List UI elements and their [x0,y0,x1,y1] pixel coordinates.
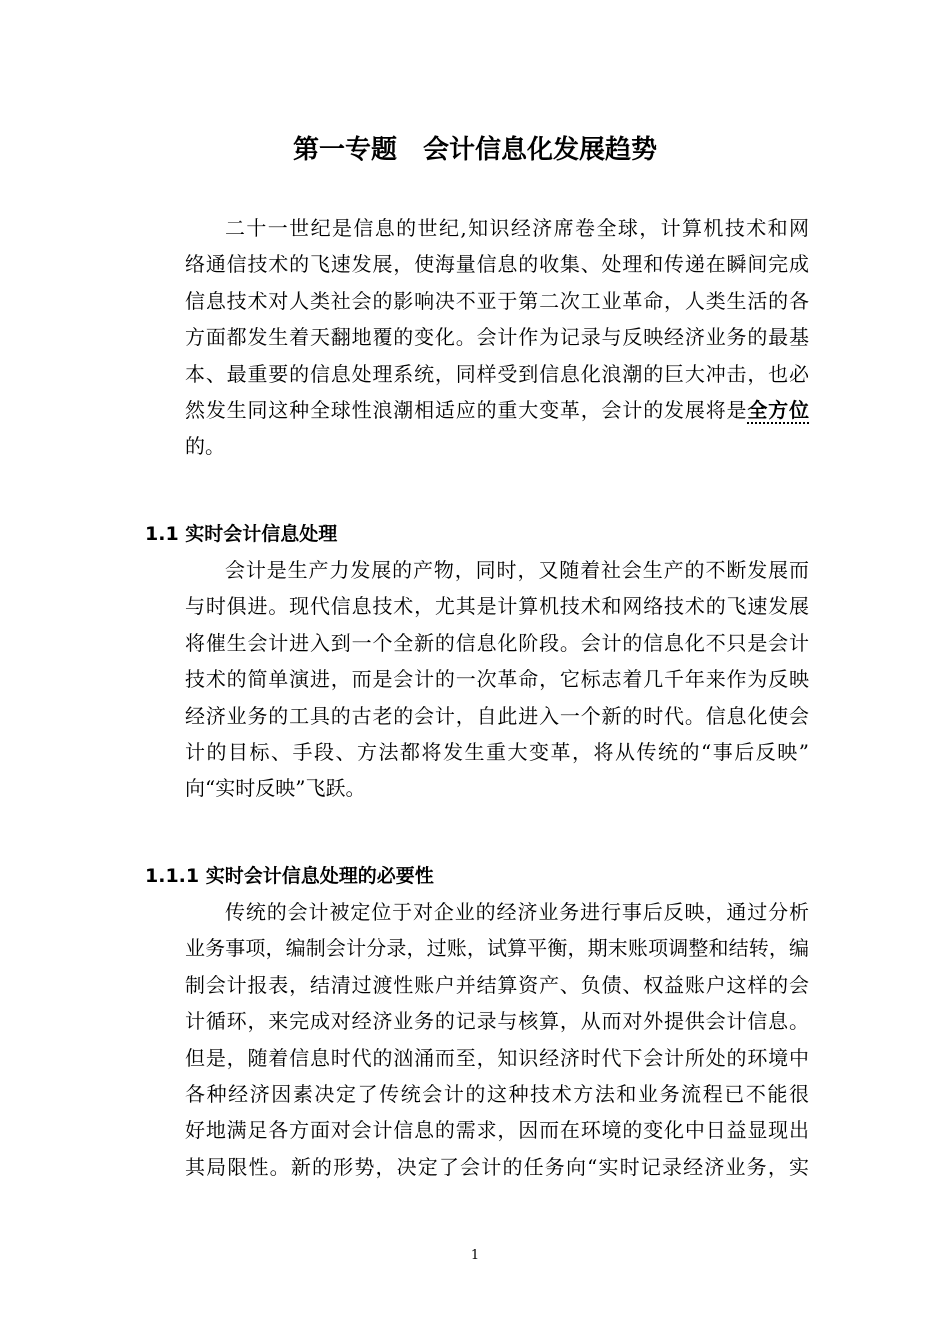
text-line: 计循环，来完成对经济业务的记录与核算，从而对外提供会计信息。 [185,1009,809,1034]
text-line: 与时俱进。现代信息技术，尤其是计算机技术和网络技术的飞速发展 [185,594,809,619]
text-line: 络通信技术的飞速发展，使海量信息的收集、处理和传递在瞬间完成 [185,252,809,277]
text-line [145,392,809,428]
page-title: 第一专题 会计信息化发展趋势 [292,135,657,165]
section-1-1-1-paragraph [145,894,809,1185]
text-line: 二十一世纪是信息的世纪,知识经济席卷全球，计算机技术和网 [225,216,809,240]
text-line: 计的目标、手段、方法都将发生重大变革，将从传统的“事后反映” [185,740,809,765]
section-heading-1-1-1: 1.1.1 实时会计信息处理的必要性 [145,865,434,887]
text-line: 业务事项，编制会计分录，过账，试算平衡，期末账项调整和结转，编 [185,936,809,961]
text-line: 信息技术对人类社会的影响决不亚于第二次工业革命，人类生活的各 [185,288,809,313]
text-segment: 然发生同这种全球性浪潮相适应的重大变革，会计的发展将是 [185,398,748,423]
section-heading-1-1: 1.1 实时会计信息处理 [145,523,338,545]
page-number: 1 [470,1248,480,1263]
text-line: 方面都发生着天翻地覆的变化。会计作为记录与反映经济业务的最基 [185,325,809,350]
text-line: 各种经济因素决定了传统会计的这种技术方法和业务流程已不能很 [185,1082,809,1107]
intro-paragraph [145,210,809,465]
text-line: 向“实时反映”飞跃。 [185,776,366,801]
text-line: 的。 [185,434,225,459]
text-line: 但是，随着信息时代的汹涌而至，知识经济时代下会计所处的环境中 [185,1045,809,1070]
text-line: 制会计报表，结清过渡性账户并结算资产、负债、权益账户这样的会 [185,972,809,997]
section-1-1-paragraph [145,552,809,807]
text-line: 会计是生产力发展的产物，同时，又随着社会生产的不断发展而 [225,558,809,582]
emphasis-text: 全方位 [747,398,810,423]
text-line: 技术的简单演进，而是会计的一次革命，它标志着几千年来作为反映 [185,667,809,692]
text-line: 其局限性。新的形势，决定了会计的任务向“实时记录经济业务，实 [185,1154,809,1179]
text-line: 传统的会计被定位于对企业的经济业务进行事后反映，通过分析 [225,900,809,924]
text-line: 本、最重要的信息处理系统，同样受到信息化浪潮的巨大冲击，也必 [185,361,809,386]
text-line: 好地满足各方面对会计信息的需求，因而在环境的变化中日益显现出 [185,1118,809,1143]
text-line: 将催生会计进入到一个全新的信息化阶段。会计的信息化不只是会计 [185,630,809,655]
text-line: 经济业务的工具的古老的会计，自此进入一个新的时代。信息化使会 [185,703,809,728]
